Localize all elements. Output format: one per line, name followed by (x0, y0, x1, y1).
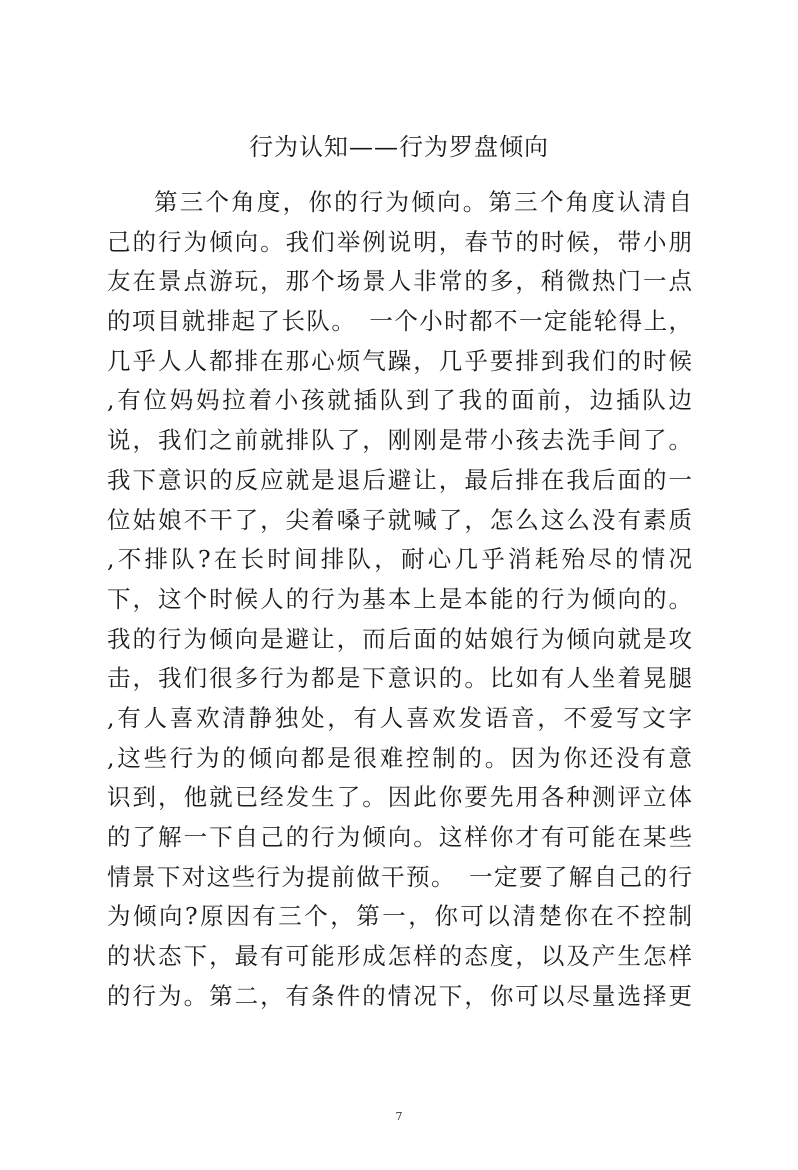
text-line: 几乎人人都排在那心烦气躁，几乎要排到我们的时候 (107, 346, 692, 375)
text-line: 识到，他就已经发生了。因此你要先用各种测评立体 (107, 783, 692, 812)
text-line: 己的行为倾向。我们举例说明，春节的时候，带小朋 (107, 227, 692, 256)
text-line: 我下意识的反应就是退后避让，最后排在我后面的一 (107, 465, 692, 494)
text-line: 第三个角度，你的行为倾向。第三个角度认清自 (154, 188, 692, 216)
text-line: 下，这个时候人的行为基本上是本能的行为倾向的。 (107, 584, 692, 613)
text-line: ,有位妈妈拉着小孩就插队到了我的面前，边插队边 (107, 386, 692, 415)
text-line: 击，我们很多行为都是下意识的。比如有人坐着晃腿 (107, 664, 692, 693)
body-paragraph (107, 183, 692, 1016)
text-line: 的了解一下自己的行为倾向。这样你才有可能在某些 (107, 823, 692, 851)
text-line: 我的行为倾向是避让，而后面的姑娘行为倾向就是攻 (107, 624, 692, 653)
text-line: 为倾向?原因有三个，第一，你可以清楚你在不控制 (107, 902, 692, 931)
text-line: ,这些行为的倾向都是很难控制的。因为你还没有意 (107, 743, 692, 772)
page-title: 行为认知——行为罗盘倾向 (249, 133, 549, 161)
text-line: 的行为。第二，有条件的情况下，你可以尽量选择更 (107, 981, 692, 1010)
text-line: ,不排队?在长时间排队，耐心几乎消耗殆尽的情况 (107, 545, 692, 574)
text-line: 的项目就排起了长队。 一个小时都不一定能轮得上， (107, 307, 692, 336)
text-line: 情景下对这些行为提前做干预。 一定要了解自己的行 (107, 862, 692, 891)
text-line: ,有人喜欢清静独处，有人喜欢发语音，不爱写文字 (107, 703, 692, 732)
text-line: 友在景点游玩，那个场景人非常的多，稍微热门一点 (107, 267, 692, 296)
text-line: 的状态下，最有可能形成怎样的态度，以及产生怎样 (107, 942, 692, 971)
text-line: 位姑娘不干了，尖着嗓子就喊了，怎么这么没有素质 (107, 505, 692, 534)
text-line: 说，我们之前就排队了，刚刚是带小孩去洗手间了。 (107, 426, 692, 455)
page-number: 7 (395, 1110, 403, 1123)
